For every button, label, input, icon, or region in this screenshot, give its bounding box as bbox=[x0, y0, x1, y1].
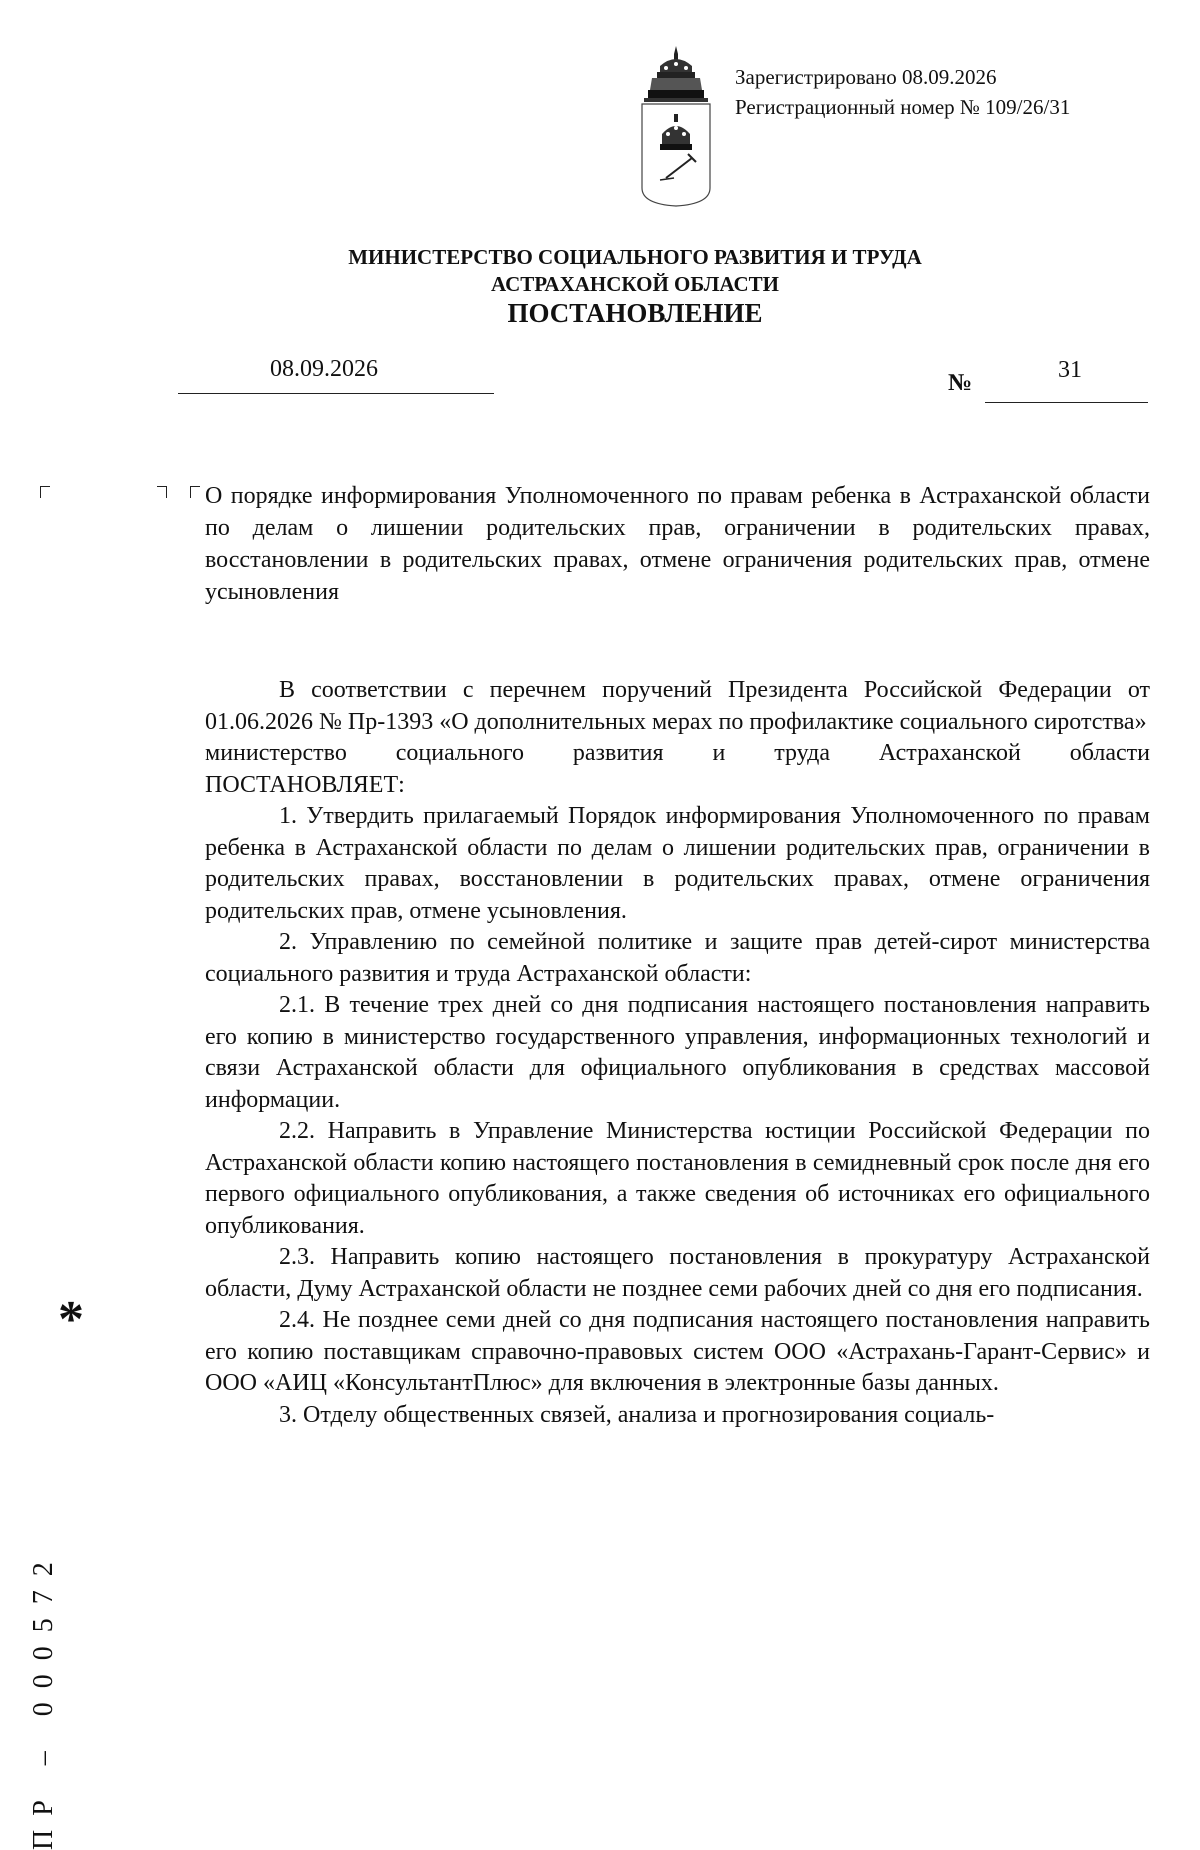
paragraph-2: 2. Управлению по семейной политике и защите прав детей-сирот министерства социального развития и труда Астраханской области: bbox=[205, 929, 1150, 987]
number-underline bbox=[985, 402, 1148, 403]
document-type: ПОСТАНОВЛЕНИЕ bbox=[507, 298, 763, 328]
organization-line-2: АСТРАХАНСКОЙ ОБЛАСТИ bbox=[490, 272, 780, 296]
number-sign: № bbox=[948, 370, 973, 396]
date-underline bbox=[178, 393, 494, 394]
asterisk-mark: * bbox=[58, 1291, 84, 1348]
document-title: О порядке информирования Уполномоченного по правам ребенка в Астраханской области по делам о лишении родительских прав, ограничении в родительских правах, восстановлении в родительских правах, отмене ограничения родительских прав, отмене усыновления bbox=[205, 483, 1150, 605]
registration-date: Зарегистрировано 08.09.2026 bbox=[735, 65, 997, 89]
paragraph-3: 3. Отделу общественных связей, анализа и прогнозирования социаль- bbox=[279, 1401, 995, 1428]
registration-stamp bbox=[735, 62, 1070, 122]
paragraph-2-4: 2.4. Не позднее семи дней со дня подписания настоящего постановления направить его копию поставщикам справочно-правовых систем ООО «Астрахань-Гарант-Сервис» и ООО «АИЦ «КонсультантПлюс» для включения в электронные базы данных. bbox=[205, 1307, 1150, 1396]
corner-mark-left bbox=[40, 486, 50, 498]
document-date: 08.09.2026 bbox=[270, 356, 378, 382]
resolves-line: ПОСТАНОВЛЯЕТ: bbox=[205, 771, 405, 798]
paragraph-2-3: 2.3. Направить копию настоящего постановления в прокуратуру Астраханской области, Думу Астраханской области не позднее семи рабочих дней со дня его подписания. bbox=[205, 1244, 1150, 1302]
paragraph-2-1: 2.1. В течение трех дней со дня подписания настоящего постановления направить его копию в министерство государственного управления, информационных технологий и связи Астраханской области для официального опубликования в средствах массовой информации. bbox=[205, 992, 1150, 1113]
paragraph-1: 1. Утвердить прилагаемый Порядок информирования Уполномоченного по правам ребенка в Астраханской области по делам о лишении родительских прав, ограничении в родительских правах, восстановлении в родительских правах, отмене ограничения родительских прав, отмене усыновления. bbox=[205, 803, 1150, 924]
document-number: 31 bbox=[1058, 357, 1082, 383]
registration-number: Регистрационный номер № 109/26/31 bbox=[735, 95, 1071, 119]
organization-line-1: МИНИСТЕРСТВО СОЦИАЛЬНОГО РАЗВИТИЯ И ТРУДА bbox=[348, 245, 922, 269]
side-document-code: ПР – 000572 bbox=[28, 1548, 59, 1850]
paragraph-2-2: 2.2. Направить в Управление Министерства юстиции Российской Федерации по Астраханской области копию настоящего постановления в семидневный срок после дня его первого официального опубликования, а также сведения об источниках его официального опубликования. bbox=[205, 1118, 1150, 1239]
document-body bbox=[205, 675, 1150, 1431]
coat-of-arms-emblem bbox=[630, 38, 722, 208]
corner-mark-right bbox=[157, 486, 167, 498]
ministry-line: министерство социального развития и труда Астраханской области bbox=[205, 740, 1150, 766]
preamble-paragraph: В соответствии с перечнем поручений Президента Российской Федерации от 01.06.2026 № Пр-1393 «О дополнительных мерах по профилактике социального сиротства» bbox=[205, 677, 1150, 735]
corner-mark-title bbox=[190, 486, 200, 498]
organization-name bbox=[0, 244, 1200, 298]
